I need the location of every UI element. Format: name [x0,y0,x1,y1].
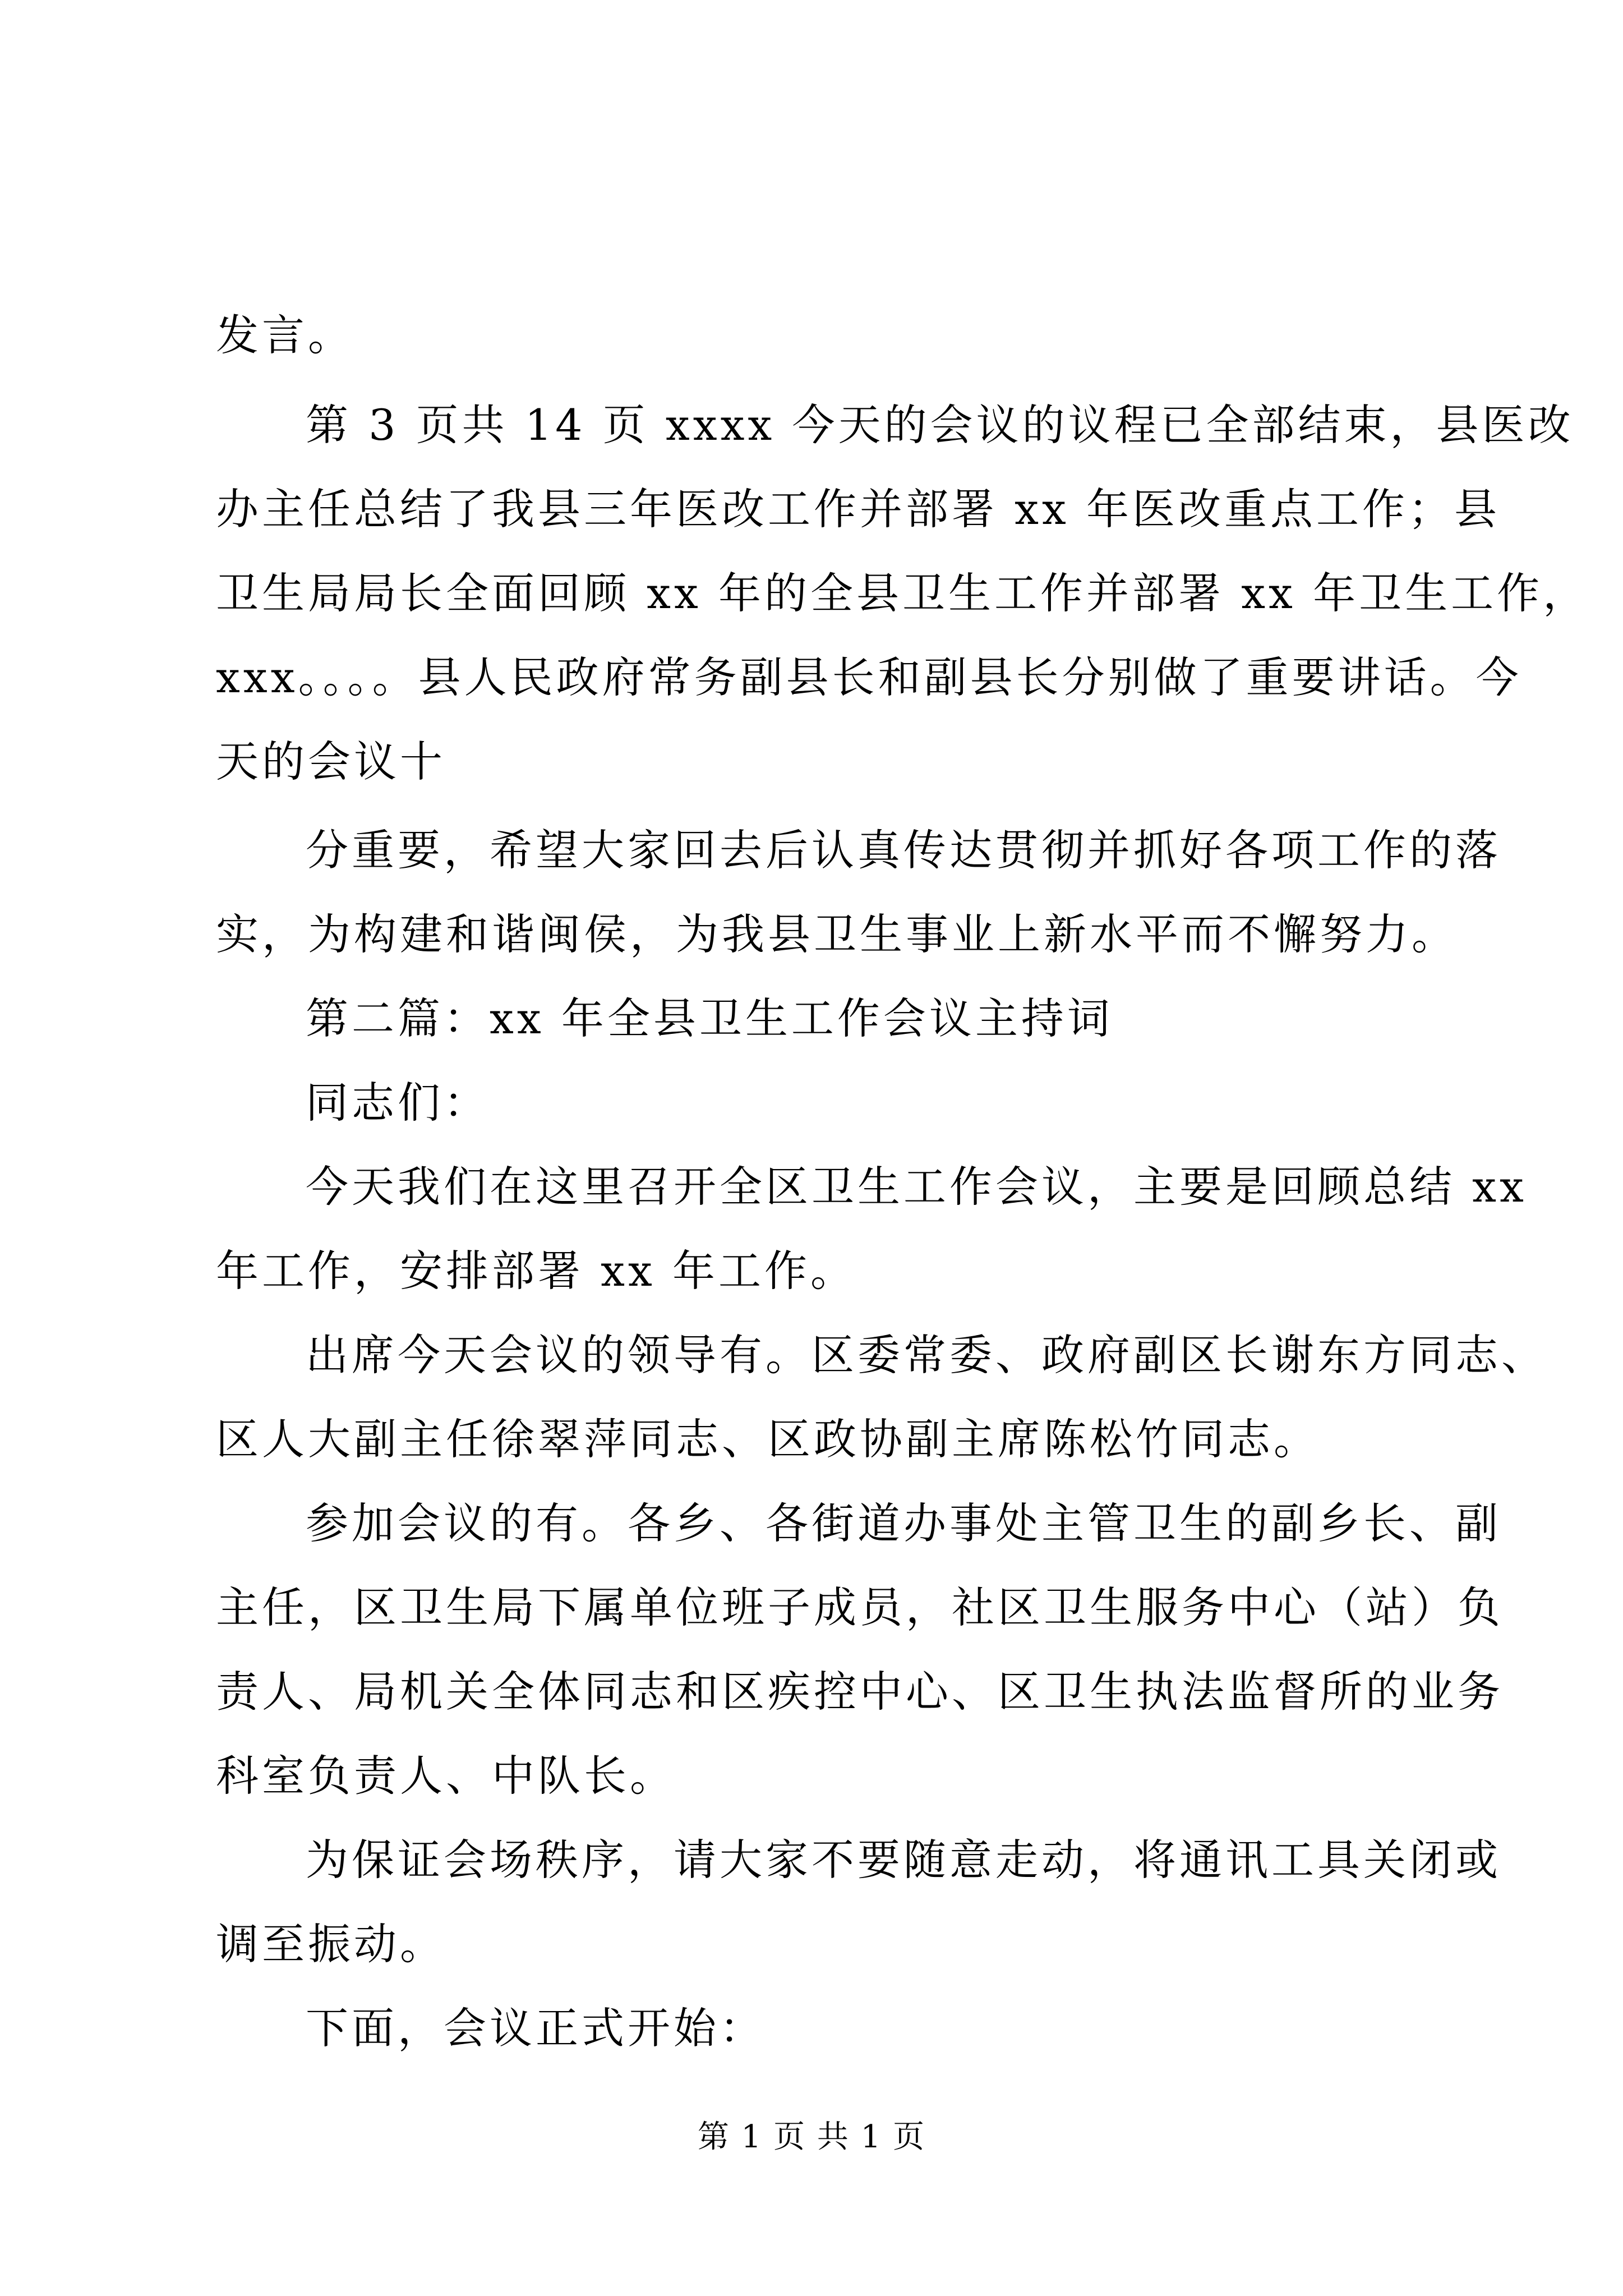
text-line: 主任，区卫生局下属单位班子成员，社区卫生服务中心（站）负 [216,1582,1504,1632]
text-line: 出席今天会议的领导有。区委常委、政府副区长谢东方同志、 [306,1330,1547,1380]
text-line: 为保证会场秩序，请大家不要随意走动，将通讯工具关闭或 [306,1835,1501,1885]
text-line: 今天我们在这里召开全区卫生工作会议，主要是回顾总结 xx [306,1162,1527,1212]
text-line: xxx。。。。县人民政府常务副县长和副县长分别做了重要讲话。今 [216,652,1522,702]
text-line: 第 3 页共 14 页 xxxx 今天的会议的议程已全部结束，县医改 [306,400,1574,450]
text-line: 科室负责人、中队长。 [216,1751,676,1801]
text-line: 调至振动。 [216,1919,446,1969]
text-line: 年工作，安排部署 xx 年工作。 [216,1246,857,1296]
page-footer: 第 1 页 共 1 页 [697,2119,926,2155]
text-line: 区人大副主任徐翠萍同志、区政协副主席陈松竹同志。 [216,1414,1320,1464]
text-line: 办主任总结了我县三年医改工作并部署 xx 年医改重点工作；县 [216,484,1501,534]
text-line: 发言。 [216,310,354,360]
text-line: 参加会议的有。各乡、各街道办事处主管卫生的副乡长、副 [306,1498,1501,1548]
text-line: 责人、局机关全体同志和区疾控中心、区卫生执法监督所的业务 [216,1667,1504,1717]
text-line: 分重要，希望大家回去后认真传达贯彻并抓好各项工作的落 [306,825,1501,875]
section-heading: 第二篇：xx 年全县卫生工作会议主持词 [306,993,1113,1043]
text-line: 天的会议十 [216,737,446,786]
text-line: 同志们： [306,1078,490,1128]
text-line: 实，为构建和谐闽侯，为我县卫生事业上新水平而不懈努力。 [216,909,1458,959]
text-line: 下面，会议正式开始： [306,2003,766,2053]
text-line: 卫生局局长全面回顾 xx 年的全县卫生工作并部署 xx 年卫生工作， [216,568,1589,618]
